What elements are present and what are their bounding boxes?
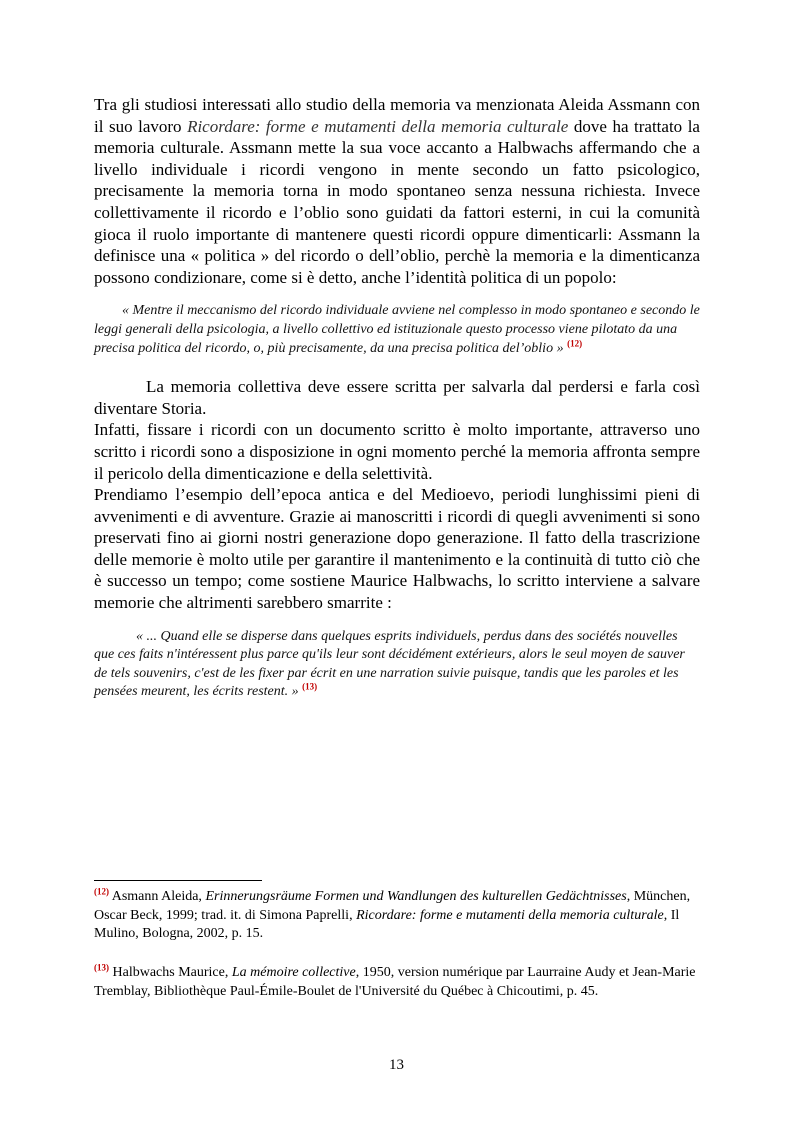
footnote-text: , Il Mulino, Bologna, 2002, p. 15. — [94, 907, 680, 942]
footnote-number: (13) — [94, 962, 109, 973]
paragraph-memoria-collettiva: La memoria collettiva deve essere scritta per salvarla dal perdersi e farla così diventare Storia. — [94, 377, 700, 418]
book-title: Ricordare: forme e mutamenti della memoria culturale — [356, 907, 664, 923]
block-quote-halbwachs — [94, 628, 700, 702]
paragraph-assmann — [94, 94, 700, 288]
footnote-ref[interactable]: (13) — [302, 681, 318, 692]
block-quote-assmann — [94, 302, 700, 358]
quote-text: « ... Quand elle se disperse dans quelques esprits individuels, perdus dans des sociétés nouvelles que ces faits n'intéressent plus parce qu'ils leur sont décidément extérieurs, alors le seul moyen de sauver de tels souvenirs, c'est de les fixer par écrit en une narration suivie puisque, tandis que les paroles et les pensées meurent, les écrits restent. » — [94, 628, 685, 700]
footnote-text: Halbwachs Maurice, — [109, 965, 232, 980]
footnote-number: (12) — [94, 886, 109, 897]
page-body — [94, 94, 700, 702]
quote-text: « Mentre il meccanismo del ricordo individuale avviene nel complesso in modo spontaneo e secondo le leggi generali della psicologia, a livello collettivo ed istituzionale questo processo viene pilotato da una precisa politica del ricordo, o, più precisamente, da una precisa politica del’oblio » — [94, 303, 700, 356]
footnote-text: , München, Oscar Beck, 1999; trad. it. di Simona Paprelli, — [94, 889, 691, 923]
footnote-ref[interactable]: (12) — [567, 337, 583, 348]
footnote-13 — [94, 964, 700, 1001]
paragraph-text: Tra gli studiosi interessati allo studio della memoria va menzionata Aleida Assmann con il suo lavoro — [94, 95, 700, 136]
paragraph-esempio-epoca: Prendiamo l’esempio dell’epoca antica e del Medioevo, periodi lunghissimi pieni di avvenimenti e di avventure. Grazie ai manoscritti i ricordi di quegli avvenimenti si sono preservati fino ai giorni nostri generazione dopo generazione. Il fatto della trascrizione delle memorie è molto utile per garantire il mantenimento e la continuità di tutto ciò che è successo un tempo; come sostiene Maurice Halbwachs, lo scritto interviene a salvare memorie che altrimenti sarebbero smarrite : — [94, 485, 700, 613]
footnote-text: Asmann Aleida, — [109, 889, 206, 904]
footnote-12 — [94, 888, 700, 944]
book-title: Ricordare: forme e mutamenti della memoria culturale — [187, 116, 569, 136]
page-number: 13 — [389, 1057, 404, 1073]
footnote-text: , 1950, version numérique par Laurraine Audy et Jean-Marie Tremblay, Bibliothèque Paul-Émile-Boulet de l'Université du Québec à Chicoutimi, p. 45. — [94, 965, 696, 999]
paragraph-fissare-ricordi: Infatti, fissare i ricordi con un documento scritto è molto importante, attraverso uno scritto i ricordi sono a disposizione in ogni momento perché la memoria affronta sempre il pericolo della dimenticazione e della selettività. — [94, 420, 700, 483]
book-title: Erinnerungsräume Formen und Wandlungen des kulturellen Gedächtnisses — [205, 889, 627, 904]
paragraph-text: dove ha trattato la memoria culturale. Assmann mette la sua voce accanto a Halbwachs affermando che a livello individuale i ricordi vengono in mente secondo un fatto psicologico, precisamente la memoria torna in modo spontaneo senza nessuna richiesta. Invece collettivamente il ricordo e l’oblio sono guidati da fattori esterni, in cui la comunità gioca il ruolo importante di mantenere questi ricordi oppure dimenticarli: Assmann la definisce una « politica » del ricordo o dell’oblio, perchè la memoria e la dimenticanza possono condizionare, come si è detto, anche l’identità politica di un popolo: — [94, 116, 700, 287]
footnote-separator — [94, 880, 262, 881]
book-title: La mémoire collective — [231, 965, 356, 980]
